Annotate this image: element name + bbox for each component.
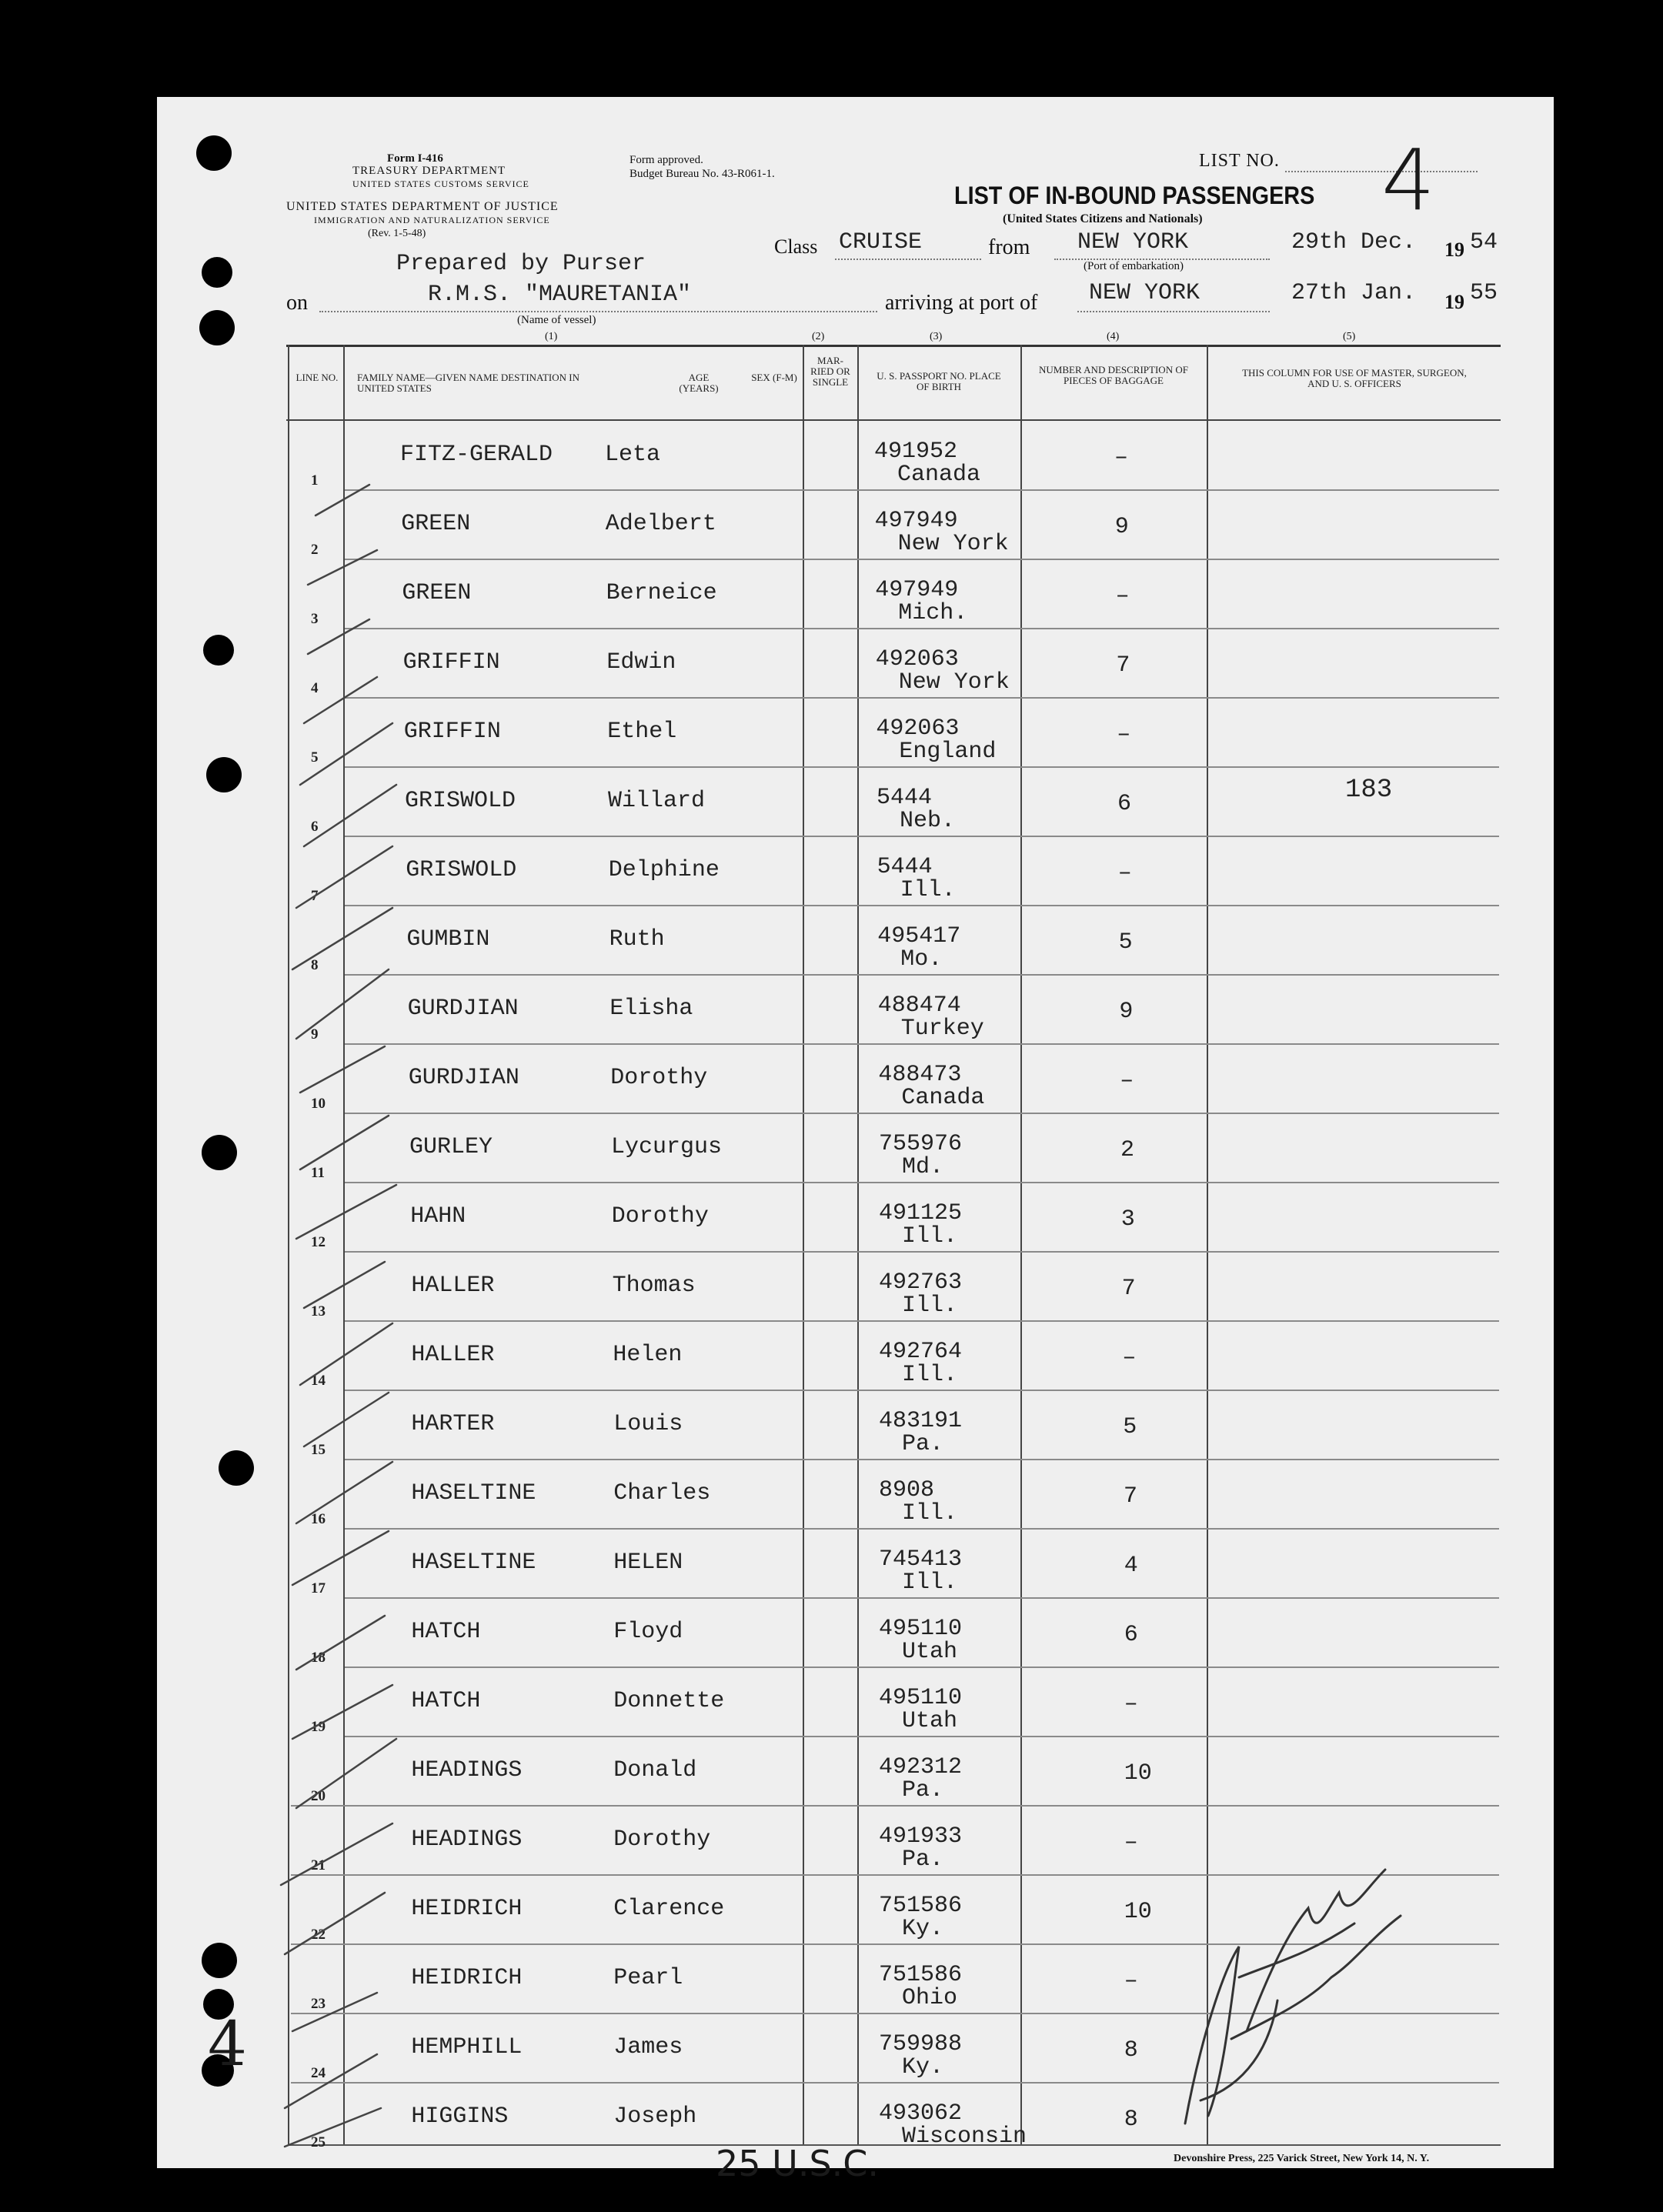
row-divider xyxy=(345,697,1499,699)
printer-imprint: Devonshire Press, 225 Varick Street, New York 14, N. Y. xyxy=(1174,2153,1430,2164)
place-of-birth: New York xyxy=(898,669,1010,696)
family-name: GREEN xyxy=(401,511,471,537)
place-of-birth: Ill. xyxy=(902,1570,958,1596)
place-of-birth: England xyxy=(899,739,997,765)
binder-hole xyxy=(202,257,232,288)
baggage-count: 7 xyxy=(1121,1276,1136,1302)
place-of-birth: Pa. xyxy=(902,1777,944,1803)
binder-hole xyxy=(202,1135,237,1170)
baggage-count: – xyxy=(1120,1068,1134,1094)
given-name: Louis xyxy=(613,1411,683,1437)
given-name: Dorothy xyxy=(610,1065,708,1091)
baggage-count: 7 xyxy=(1124,1483,1138,1510)
row-divider xyxy=(345,1736,1499,1737)
binder-hole xyxy=(196,135,232,171)
form-budget: Budget Bureau No. 43-R061-1. xyxy=(629,168,775,180)
given-name: Willard xyxy=(608,788,706,814)
line-number: 19 xyxy=(311,1719,326,1735)
line-number: 13 xyxy=(311,1303,326,1320)
row-divider xyxy=(345,1113,1499,1114)
arrival-year: 55 xyxy=(1470,280,1498,306)
place-of-birth: New York xyxy=(897,531,1009,557)
line-number: 9 xyxy=(311,1026,319,1043)
port-embarkation-label: (Port of embarkation) xyxy=(1084,260,1184,272)
given-name: James xyxy=(613,2034,683,2060)
family-name: HATCH xyxy=(411,1619,481,1645)
form-immigration: IMMIGRATION AND NATURALIZATION SERVICE xyxy=(314,215,550,225)
line-number: 15 xyxy=(311,1442,326,1458)
place-of-birth: Utah xyxy=(902,1639,958,1665)
line-number: 21 xyxy=(311,1857,326,1873)
row-divider xyxy=(345,1182,1499,1183)
passport-number: 495417 xyxy=(877,923,961,949)
col-number-2: (2) xyxy=(812,331,825,342)
family-name: GRIFFIN xyxy=(402,649,500,676)
form-revision: (Rev. 1-5-48) xyxy=(368,228,426,239)
place-of-birth: Utah xyxy=(902,1708,958,1734)
baggage-count: 5 xyxy=(1118,929,1133,956)
baggage-count: 2 xyxy=(1120,1137,1135,1163)
row-divider xyxy=(345,766,1499,768)
passport-number: 751586 xyxy=(879,1962,963,1988)
header-officers: THIS COLUMN FOR USE OF MASTER, SURGEON, AND U. S. OFFICERS xyxy=(1242,367,1467,389)
officer-note: 183 xyxy=(1345,776,1393,805)
departure-year-prefix: 19 xyxy=(1444,239,1464,261)
family-name: GREEN xyxy=(402,580,472,606)
baggage-count: 3 xyxy=(1120,1206,1135,1233)
arriving-label: arriving at port of xyxy=(885,291,1038,315)
place-of-birth: Turkey xyxy=(900,1016,984,1042)
col-number-1: (1) xyxy=(545,331,558,342)
family-name: HATCH xyxy=(411,1688,481,1714)
passport-number: 5444 xyxy=(877,854,933,880)
line-number: 4 xyxy=(311,680,319,696)
given-name: Donnette xyxy=(613,1688,725,1714)
family-name: GURDJIAN xyxy=(408,1065,519,1091)
passport-number: 745413 xyxy=(879,1546,963,1573)
family-name: FITZ-GERALD xyxy=(400,442,553,468)
header-age: AGE (YEARS) xyxy=(679,372,719,394)
family-name: HIGGINS xyxy=(411,2104,509,2130)
prepared-by: Prepared by Purser xyxy=(396,251,646,277)
family-name: GUMBIN xyxy=(406,926,490,953)
place-of-birth: Pa. xyxy=(902,1847,944,1873)
given-name: Delphine xyxy=(608,857,720,883)
document-title: LIST OF IN-BOUND PASSENGERS xyxy=(954,182,1315,209)
line-number: 22 xyxy=(311,1927,326,1943)
place-of-birth: Ohio xyxy=(902,1985,958,2011)
on-label: on xyxy=(286,291,308,315)
binder-hole xyxy=(219,1450,254,1486)
baggage-count: 8 xyxy=(1124,2037,1138,2064)
baggage-count: – xyxy=(1124,1830,1138,1856)
arrival-port: NEW YORK xyxy=(1089,280,1200,306)
binder-hole xyxy=(202,1943,237,1978)
given-name: Donald xyxy=(613,1757,697,1783)
passport-number: 492063 xyxy=(876,716,960,742)
family-name: HEMPHILL xyxy=(411,2034,523,2060)
passport-number: 483191 xyxy=(879,1408,963,1434)
binder-hole xyxy=(206,757,242,792)
bottom-handwritten-note: 25 U.S.C. xyxy=(716,2143,880,2184)
baggage-count: – xyxy=(1115,583,1130,609)
col-number-5: (5) xyxy=(1343,331,1356,342)
place-of-birth: Pa. xyxy=(902,1431,944,1457)
family-name: HEADINGS xyxy=(411,1827,523,1853)
from-port: NEW YORK xyxy=(1077,229,1189,255)
given-name: Ethel xyxy=(607,719,677,745)
col-number-4: (4) xyxy=(1107,331,1120,342)
line-number: 2 xyxy=(311,542,319,558)
line-number: 12 xyxy=(311,1234,326,1250)
place-of-birth: Ky. xyxy=(902,1916,944,1942)
given-name: Adelbert xyxy=(605,511,716,537)
row-divider xyxy=(345,1251,1499,1253)
class-label: Class xyxy=(774,235,818,258)
given-name: Berneice xyxy=(606,580,717,606)
line-number: 18 xyxy=(311,1650,326,1666)
form-dept: TREASURY DEPARTMENT xyxy=(352,165,506,177)
given-name: Pearl xyxy=(613,1965,683,1991)
line-number: 16 xyxy=(311,1511,326,1527)
header-sex: SEX (F-M) xyxy=(751,372,797,383)
header-married: MAR-RIED OR SINGLE xyxy=(810,355,850,388)
given-name: Dorothy xyxy=(613,1827,711,1853)
passport-number: 492063 xyxy=(875,646,959,672)
family-name: GURDJIAN xyxy=(407,996,519,1022)
row-divider xyxy=(345,1528,1499,1530)
family-name: HARTER xyxy=(411,1411,495,1437)
row-divider xyxy=(345,1043,1499,1045)
baggage-count: 9 xyxy=(1119,999,1134,1025)
line-number: 24 xyxy=(311,2065,326,2081)
binder-hole xyxy=(203,635,234,666)
table-top-rule xyxy=(286,345,1501,347)
given-name: Joseph xyxy=(613,2104,697,2130)
passport-number: 488474 xyxy=(877,993,961,1019)
line-number: 17 xyxy=(311,1580,326,1596)
baggage-count: – xyxy=(1117,860,1132,886)
passport-number: 495110 xyxy=(879,1685,963,1711)
place-of-birth: Ill. xyxy=(902,1293,958,1319)
place-of-birth: Neb. xyxy=(900,808,956,834)
passport-number: 491952 xyxy=(874,439,958,465)
place-of-birth: Md. xyxy=(902,1154,944,1180)
form-approved: Form approved. xyxy=(629,154,703,166)
departure-date: 29th Dec. xyxy=(1291,229,1417,255)
line-number: 11 xyxy=(311,1165,325,1181)
row-divider xyxy=(345,559,1499,560)
baggage-count: 9 xyxy=(1114,514,1129,540)
header-bottom-rule xyxy=(286,419,1501,421)
baggage-count: 6 xyxy=(1117,791,1132,817)
place-of-birth: Canada xyxy=(901,1085,985,1111)
passport-number: 492764 xyxy=(879,1339,963,1365)
row-divider xyxy=(345,1459,1499,1460)
table-bottom-rule xyxy=(288,2144,1501,2146)
row-divider xyxy=(345,905,1499,906)
row-divider xyxy=(345,489,1499,491)
family-name: HALLER xyxy=(411,1342,495,1368)
passport-number: 491933 xyxy=(879,1823,963,1850)
baggage-count: 10 xyxy=(1124,1899,1152,1925)
form-justice: UNITED STATES DEPARTMENT OF JUSTICE xyxy=(286,200,559,213)
passport-number: 492312 xyxy=(879,1754,963,1780)
row-divider xyxy=(345,1390,1499,1391)
place-of-birth: Wisconsin xyxy=(902,2124,1027,2150)
given-name: Lycurgus xyxy=(611,1134,723,1160)
place-of-birth: Mo. xyxy=(900,946,943,973)
header-passport: U. S. PASSPORT NO. PLACE OF BIRTH xyxy=(877,370,1001,392)
passport-number: 491125 xyxy=(879,1200,963,1226)
col-number-3: (3) xyxy=(930,331,943,342)
family-name: GURLEY xyxy=(409,1134,493,1160)
vessel-line xyxy=(319,311,877,312)
row-divider xyxy=(345,836,1499,837)
passport-number: 8908 xyxy=(879,1477,935,1503)
document-subtitle: (United States Citizens and Nationals) xyxy=(1003,212,1203,225)
given-name: HELEN xyxy=(613,1550,683,1576)
place-of-birth: Ky. xyxy=(902,2054,944,2080)
baggage-count: – xyxy=(1114,445,1129,471)
vessel-name: R.M.S. "MAURETANIA" xyxy=(428,282,692,308)
binder-hole xyxy=(199,310,235,345)
class-value: CRUISE xyxy=(839,229,923,255)
family-name: GRISWOLD xyxy=(406,857,517,883)
line-number: 7 xyxy=(311,888,319,904)
family-name: GRISWOLD xyxy=(405,788,516,814)
header-name: FAMILY NAME—GIVEN NAME DESTINATION IN UNITED STATES xyxy=(357,372,580,394)
header-baggage: NUMBER AND DESCRIPTION OF PIECES OF BAGGAGE xyxy=(1039,364,1188,386)
family-name: HAHN xyxy=(410,1203,466,1229)
line-number: 20 xyxy=(311,1788,326,1804)
passport-number: 497949 xyxy=(874,508,958,534)
place-of-birth: Ill. xyxy=(900,877,956,903)
baggage-count: 5 xyxy=(1123,1414,1137,1440)
given-name: Clarence xyxy=(613,1896,725,1922)
passport-number: 495110 xyxy=(879,1616,963,1642)
line-number: 6 xyxy=(311,819,319,835)
row-divider xyxy=(291,1805,1499,1807)
passport-number: 751586 xyxy=(879,1893,963,1919)
baggage-count: 6 xyxy=(1124,1622,1138,1648)
family-name: HEIDRICH xyxy=(411,1896,523,1922)
list-no-label: LIST NO. xyxy=(1199,151,1280,171)
vessel-label: (Name of vessel) xyxy=(517,314,596,326)
family-name: HEADINGS xyxy=(411,1757,523,1783)
place-of-birth: Mich. xyxy=(898,600,968,626)
given-name: Dorothy xyxy=(611,1203,709,1229)
family-name: HEIDRICH xyxy=(411,1965,523,1991)
row-divider xyxy=(345,628,1499,629)
arrival-date: 27th Jan. xyxy=(1291,280,1417,306)
baggage-count: – xyxy=(1117,722,1131,748)
line-number: 10 xyxy=(311,1096,326,1112)
line-number: 8 xyxy=(311,957,319,973)
form-number: Form I-416 xyxy=(387,152,443,165)
passport-number: 488473 xyxy=(878,1062,962,1088)
from-label: from xyxy=(988,235,1030,259)
baggage-count: – xyxy=(1124,1691,1138,1717)
family-name: HASELTINE xyxy=(411,1480,536,1506)
baggage-count: 4 xyxy=(1124,1553,1138,1579)
place-of-birth: Canada xyxy=(897,462,981,488)
departure-year: 54 xyxy=(1470,229,1498,255)
class-line xyxy=(835,259,981,260)
row-divider xyxy=(345,1667,1499,1668)
line-number: 5 xyxy=(311,749,319,766)
baggage-count: – xyxy=(1124,1968,1138,1994)
given-name: Edwin xyxy=(606,649,676,676)
passport-number: 755976 xyxy=(879,1131,963,1157)
row-divider xyxy=(345,1597,1499,1599)
baggage-count: 8 xyxy=(1124,2107,1138,2133)
place-of-birth: Ill. xyxy=(902,1223,958,1249)
arrival-port-line xyxy=(1077,311,1270,312)
place-of-birth: Ill. xyxy=(902,1362,958,1388)
margin-handwritten-number: 4 xyxy=(208,2008,247,2080)
line-number: 14 xyxy=(311,1373,326,1389)
line-number: 3 xyxy=(311,611,319,627)
given-name: Helen xyxy=(613,1342,683,1368)
line-number: 1 xyxy=(311,472,319,489)
family-name: HASELTINE xyxy=(411,1550,536,1576)
form-service: UNITED STATES CUSTOMS SERVICE xyxy=(352,178,529,189)
given-name: Elisha xyxy=(609,996,693,1022)
list-number: 4 xyxy=(1381,131,1435,229)
passport-number: 5444 xyxy=(877,785,933,811)
inspector-signature xyxy=(1154,1847,1447,2139)
baggage-count: 7 xyxy=(1116,652,1130,679)
baggage-count: – xyxy=(1122,1345,1137,1371)
place-of-birth: Ill. xyxy=(902,1500,958,1526)
row-divider xyxy=(345,974,1499,976)
baggage-count: 10 xyxy=(1124,1760,1152,1787)
passport-number: 492763 xyxy=(879,1269,963,1296)
arrival-year-prefix: 19 xyxy=(1444,291,1464,313)
given-name: Ruth xyxy=(609,926,665,953)
given-name: Leta xyxy=(605,442,661,468)
given-name: Thomas xyxy=(612,1273,696,1299)
given-name: Charles xyxy=(613,1480,711,1506)
line-number: 23 xyxy=(311,1996,326,2012)
row-divider xyxy=(345,1320,1499,1322)
margin-check-marks xyxy=(262,431,446,2170)
given-name: Floyd xyxy=(613,1619,683,1645)
family-name: HALLER xyxy=(411,1273,495,1299)
header-line-no: LINE NO. xyxy=(296,372,339,383)
line-number: 25 xyxy=(311,2134,326,2150)
passport-number: 759988 xyxy=(879,2031,963,2057)
passport-number: 497949 xyxy=(875,577,959,603)
family-name: GRIFFIN xyxy=(403,719,501,745)
passport-number: 493062 xyxy=(879,2100,963,2127)
